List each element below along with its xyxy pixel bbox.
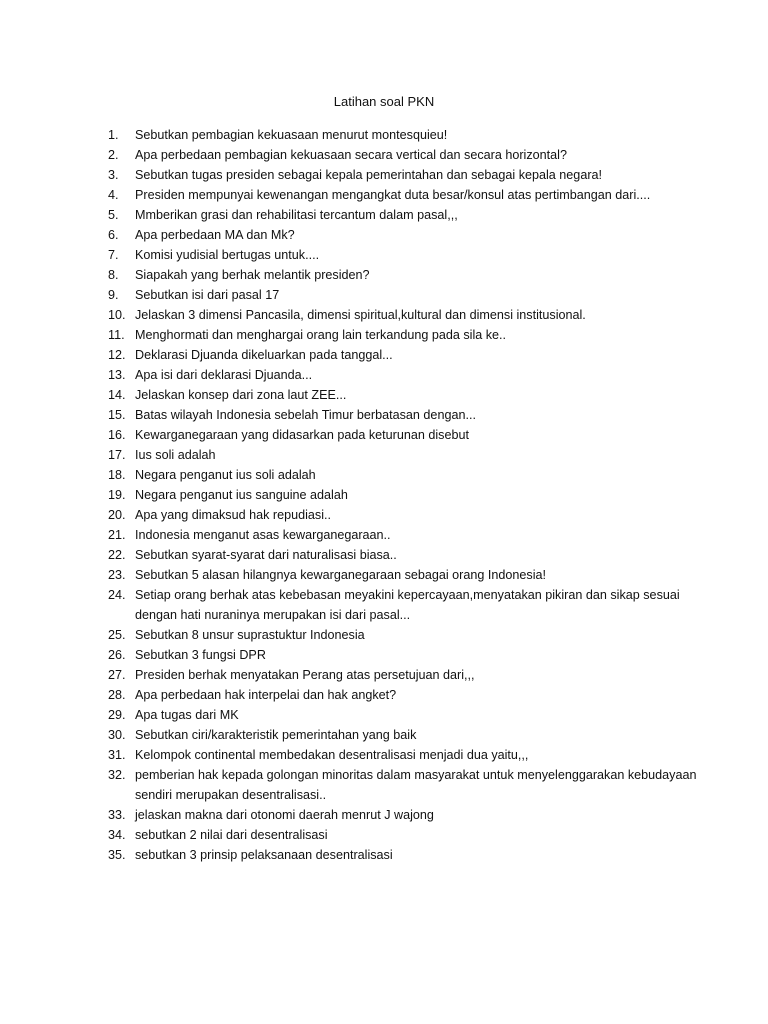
- question-text: pemberian hak kepada golongan minoritas dalam masyarakat untuk menyelenggarakan kebudayaan sendiri merupakan desentralisasi..: [135, 768, 697, 802]
- question-item: [108, 705, 720, 725]
- question-number: 15.: [108, 408, 126, 422]
- question-text: Apa yang dimaksud hak repudiasi..: [135, 508, 332, 522]
- question-text: Negara penganut ius sanguine adalah: [135, 488, 348, 502]
- question-text: jelaskan makna dari otonomi daerah menrut J wajong: [135, 808, 434, 822]
- question-number: 13.: [108, 368, 126, 382]
- question-text: Sebutkan isi dari pasal 17: [135, 288, 280, 302]
- question-text: Presiden berhak menyatakan Perang atas persetujuan dari,,,: [135, 668, 475, 682]
- question-list: [108, 125, 720, 865]
- question-number: 31.: [108, 748, 126, 762]
- question-text: Apa tugas dari MK: [135, 708, 239, 722]
- document-title: Latihan soal PKN: [333, 94, 435, 109]
- question-item: [108, 445, 720, 465]
- question-text: Apa perbedaan pembagian kekuasaan secara vertical dan secara horizontal?: [135, 148, 567, 162]
- question-item: [108, 805, 720, 825]
- question-item: [108, 345, 720, 365]
- question-text: Deklarasi Djuanda dikeluarkan pada tanggal...: [135, 348, 393, 362]
- question-number: 6.: [108, 228, 119, 242]
- question-item: [108, 205, 720, 225]
- question-text: Batas wilayah Indonesia sebelah Timur berbatasan dengan...: [135, 408, 476, 422]
- question-text: Negara penganut ius soli adalah: [135, 468, 316, 482]
- question-item: [108, 665, 720, 685]
- question-item: [108, 385, 720, 405]
- question-text: Jelaskan konsep dari zona laut ZEE...: [135, 388, 347, 402]
- question-item: [108, 565, 720, 585]
- question-item: [108, 425, 720, 445]
- question-text: sebutkan 3 prinsip pelaksanaan desentralisasi: [135, 848, 393, 862]
- question-number: 19.: [108, 488, 126, 502]
- question-item: [108, 405, 720, 425]
- question-number: 22.: [108, 548, 126, 562]
- question-number: 23.: [108, 568, 126, 582]
- question-number: 12.: [108, 348, 126, 362]
- question-number: 34.: [108, 828, 126, 842]
- question-item: [108, 725, 720, 745]
- question-item: [108, 625, 720, 645]
- question-number: 4.: [108, 188, 119, 202]
- question-item: [108, 165, 720, 185]
- question-number: 21.: [108, 528, 126, 542]
- question-number: 3.: [108, 168, 119, 182]
- question-item: [108, 585, 720, 625]
- question-item: [108, 745, 720, 765]
- question-number: 25.: [108, 628, 126, 642]
- question-item: [108, 845, 720, 865]
- question-number: 26.: [108, 648, 126, 662]
- question-number: 16.: [108, 428, 126, 442]
- question-item: [108, 545, 720, 565]
- question-item: [108, 125, 720, 145]
- question-number: 32.: [108, 768, 126, 782]
- question-item: [108, 185, 720, 205]
- question-item: [108, 285, 720, 305]
- question-text: Sebutkan 8 unsur suprastuktur Indonesia: [135, 628, 365, 642]
- question-item: [108, 825, 720, 845]
- question-item: [108, 365, 720, 385]
- question-text: Apa perbedaan MA dan Mk?: [135, 228, 295, 242]
- question-number: 7.: [108, 248, 119, 262]
- question-number: 5.: [108, 208, 119, 222]
- question-text: Sebutkan 5 alasan hilangnya kewarganegaraan sebagai orang Indonesia!: [135, 568, 547, 582]
- question-text: Setiap orang berhak atas kebebasan meyakini kepercayaan,menyatakan pikiran dan sikap sesuai dengan hati nuraninya merupakan isi dari pasal...: [135, 588, 680, 622]
- question-number: 14.: [108, 388, 126, 402]
- question-number: 30.: [108, 728, 126, 742]
- question-number: 20.: [108, 508, 126, 522]
- question-text: Indonesia menganut asas kewarganegaraan..: [135, 528, 391, 542]
- question-number: 27.: [108, 668, 126, 682]
- question-text: Komisi yudisial bertugas untuk....: [135, 248, 320, 262]
- question-text: sebutkan 2 nilai dari desentralisasi: [135, 828, 328, 842]
- question-item: [108, 525, 720, 545]
- question-number: 35.: [108, 848, 126, 862]
- question-number: 8.: [108, 268, 119, 282]
- question-text: Kelompok continental membedakan desentralisasi menjadi dua yaitu,,,: [135, 748, 529, 762]
- question-text: Kewarganegaraan yang didasarkan pada keturunan disebut: [135, 428, 469, 442]
- question-text: Apa isi dari deklarasi Djuanda...: [135, 368, 313, 382]
- question-item: [108, 225, 720, 245]
- question-item: [108, 645, 720, 665]
- question-text: Sebutkan ciri/karakteristik pemerintahan yang baik: [135, 728, 417, 742]
- question-number: 18.: [108, 468, 126, 482]
- question-item: [108, 765, 720, 805]
- question-text: Apa perbedaan hak interpelai dan hak angket?: [135, 688, 397, 702]
- question-text: Jelaskan 3 dimensi Pancasila, dimensi spiritual,kultural dan dimensi institusional.: [135, 308, 586, 322]
- question-item: [108, 145, 720, 165]
- question-text: Mmberikan grasi dan rehabilitasi tercantum dalam pasal,,,: [135, 208, 458, 222]
- question-item: [108, 245, 720, 265]
- question-item: [108, 485, 720, 505]
- question-item: [108, 325, 720, 345]
- question-number: 11.: [108, 328, 125, 342]
- question-text: Sebutkan 3 fungsi DPR: [135, 648, 266, 662]
- question-text: Sebutkan pembagian kekuasaan menurut montesquieu!: [135, 128, 448, 142]
- question-item: [108, 305, 720, 325]
- question-text: Sebutkan tugas presiden sebagai kepala pemerintahan dan sebagai kepala negara!: [135, 168, 603, 182]
- question-text: Ius soli adalah: [135, 448, 216, 462]
- question-text: Siapakah yang berhak melantik presiden?: [135, 268, 370, 282]
- question-number: 1.: [108, 128, 119, 142]
- question-number: 10.: [108, 308, 126, 322]
- question-item: [108, 505, 720, 525]
- question-number: 33.: [108, 808, 126, 822]
- question-item: [108, 685, 720, 705]
- question-text: Sebutkan syarat-syarat dari naturalisasi biasa..: [135, 548, 397, 562]
- question-number: 29.: [108, 708, 126, 722]
- question-number: 9.: [108, 288, 119, 302]
- question-number: 17.: [108, 448, 126, 462]
- question-text: Menghormati dan menghargai orang lain terkandung pada sila ke..: [135, 328, 507, 342]
- question-number: 28.: [108, 688, 126, 702]
- question-text: Presiden mempunyai kewenangan mengangkat duta besar/konsul atas pertimbangan dari....: [135, 188, 651, 202]
- question-item: [108, 265, 720, 285]
- question-number: 24.: [108, 588, 126, 602]
- question-item: [108, 465, 720, 485]
- question-number: 2.: [108, 148, 119, 162]
